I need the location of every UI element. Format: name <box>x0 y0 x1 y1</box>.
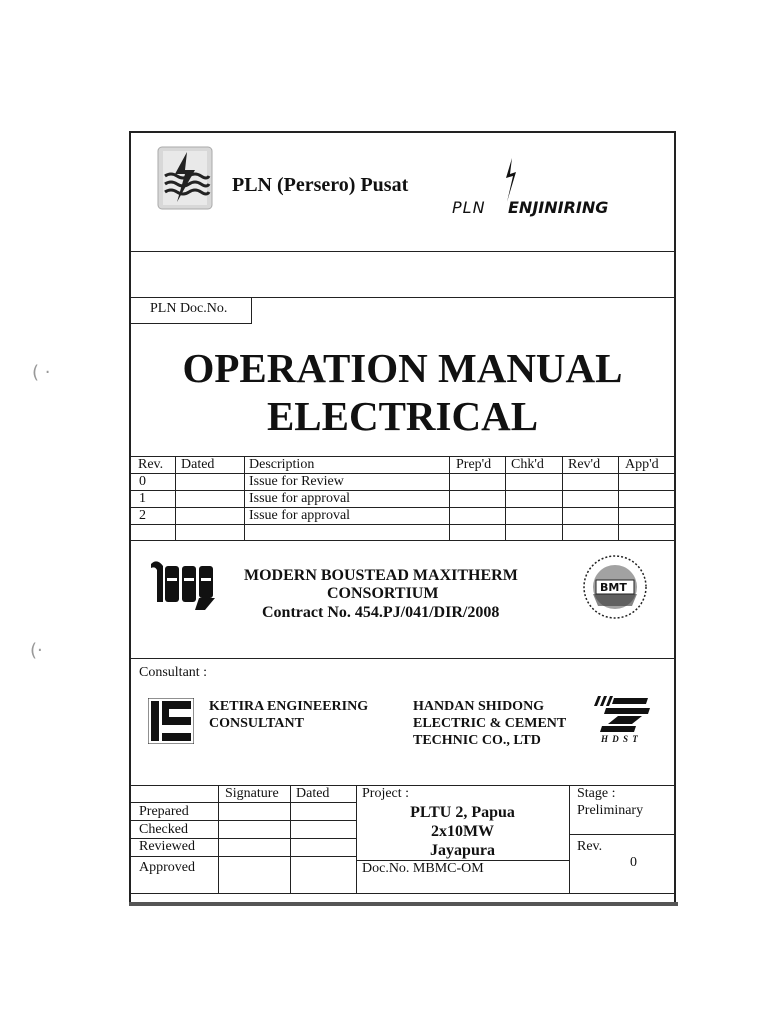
divider <box>131 820 356 821</box>
rev-table-cell: Issue for Review <box>249 474 344 489</box>
divider <box>131 297 674 298</box>
contract-number: Contract No. 454.PJ/041/DIR/2008 <box>262 604 500 621</box>
pln-doc-no-label: PLN Doc.No. <box>150 301 228 316</box>
frame-shadow <box>129 902 678 906</box>
document-title-line2: ELECTRICAL <box>266 393 539 439</box>
handan-name: HANDAN SHIDONG <box>413 699 545 714</box>
contractor-consortium: CONSORTIUM <box>327 585 439 602</box>
hdst-caption: H D S T <box>601 734 639 744</box>
rev-table-cell: 0 <box>139 474 146 489</box>
enjiniring-prefix: PLN <box>452 198 486 217</box>
rev-value: 0 <box>630 855 637 870</box>
rev-table-cell: Issue for approval <box>249 508 351 523</box>
ketira-logo <box>148 698 194 744</box>
project-doc-no: Doc.No. MBMC-OM <box>362 861 484 876</box>
ketira-name: KETIRA ENGINEERING <box>209 699 369 714</box>
hole-punch-mark: (· <box>30 640 43 661</box>
bmt-seal-text: BMT <box>600 581 627 594</box>
stage-value: Preliminary <box>577 803 644 818</box>
pln-logo <box>157 146 213 210</box>
divider <box>131 856 356 857</box>
divider <box>131 473 674 474</box>
reviewed-label: Reviewed <box>139 839 195 854</box>
rev-table-header: Prep'd <box>456 457 492 472</box>
rev-table-header: Chk'd <box>511 457 544 472</box>
divider <box>131 507 674 508</box>
signature-header: Signature <box>225 786 279 801</box>
project-capacity: 2x10MW <box>430 823 495 840</box>
stage-label: Stage : <box>577 786 616 801</box>
divider <box>244 456 245 540</box>
divider <box>251 297 252 323</box>
pln-name: PLN (Persero) Pusat <box>232 174 409 196</box>
enjiniring-logo-text: ENJINIRING <box>508 198 609 217</box>
divider <box>618 456 619 540</box>
ketira-consultant: CONSULTANT <box>209 716 304 731</box>
divider <box>569 785 570 893</box>
bmt-seal-logo <box>582 554 648 620</box>
divider <box>562 456 563 540</box>
divider <box>131 893 674 894</box>
divider <box>449 456 450 540</box>
rev-label: Rev. <box>577 839 603 854</box>
divider <box>131 490 674 491</box>
divider <box>131 802 356 803</box>
dated-header: Dated <box>296 786 330 801</box>
divider <box>131 323 252 324</box>
divider <box>131 540 674 541</box>
enjiniring-bolt-icon <box>500 158 520 202</box>
rev-table-header: Description <box>249 457 315 472</box>
project-label: Project : <box>362 786 410 801</box>
divider <box>505 456 506 540</box>
project-location: Jayapura <box>430 842 495 859</box>
rev-table-cell: 1 <box>139 491 146 506</box>
divider <box>131 658 674 659</box>
divider <box>131 251 674 252</box>
mbmc-logo <box>149 556 221 612</box>
hole-punch-mark: ( · <box>32 362 51 383</box>
handan-line2: ELECTRIC & CEMENT <box>413 716 567 731</box>
rev-table-header: App'd <box>625 457 659 472</box>
consultant-label: Consultant : <box>139 665 208 680</box>
document-title-line1: OPERATION MANUAL <box>182 345 623 391</box>
rev-table-header: Rev. <box>138 457 164 472</box>
rev-table-cell: 2 <box>139 508 146 523</box>
hdst-logo <box>592 694 652 734</box>
checked-label: Checked <box>139 822 188 837</box>
prepared-label: Prepared <box>139 804 189 819</box>
handan-line3: TECHNIC CO., LTD <box>413 733 541 748</box>
contractor-name: MODERN BOUSTEAD MAXITHERM <box>244 567 518 584</box>
rev-table-header: Rev'd <box>568 457 601 472</box>
rev-table-header: Dated <box>181 457 215 472</box>
divider <box>131 524 674 525</box>
approved-label: Approved <box>139 860 195 875</box>
rev-table-cell: Issue for approval <box>249 491 351 506</box>
divider <box>175 456 176 540</box>
project-name: PLTU 2, Papua <box>410 804 515 821</box>
divider <box>569 834 674 835</box>
